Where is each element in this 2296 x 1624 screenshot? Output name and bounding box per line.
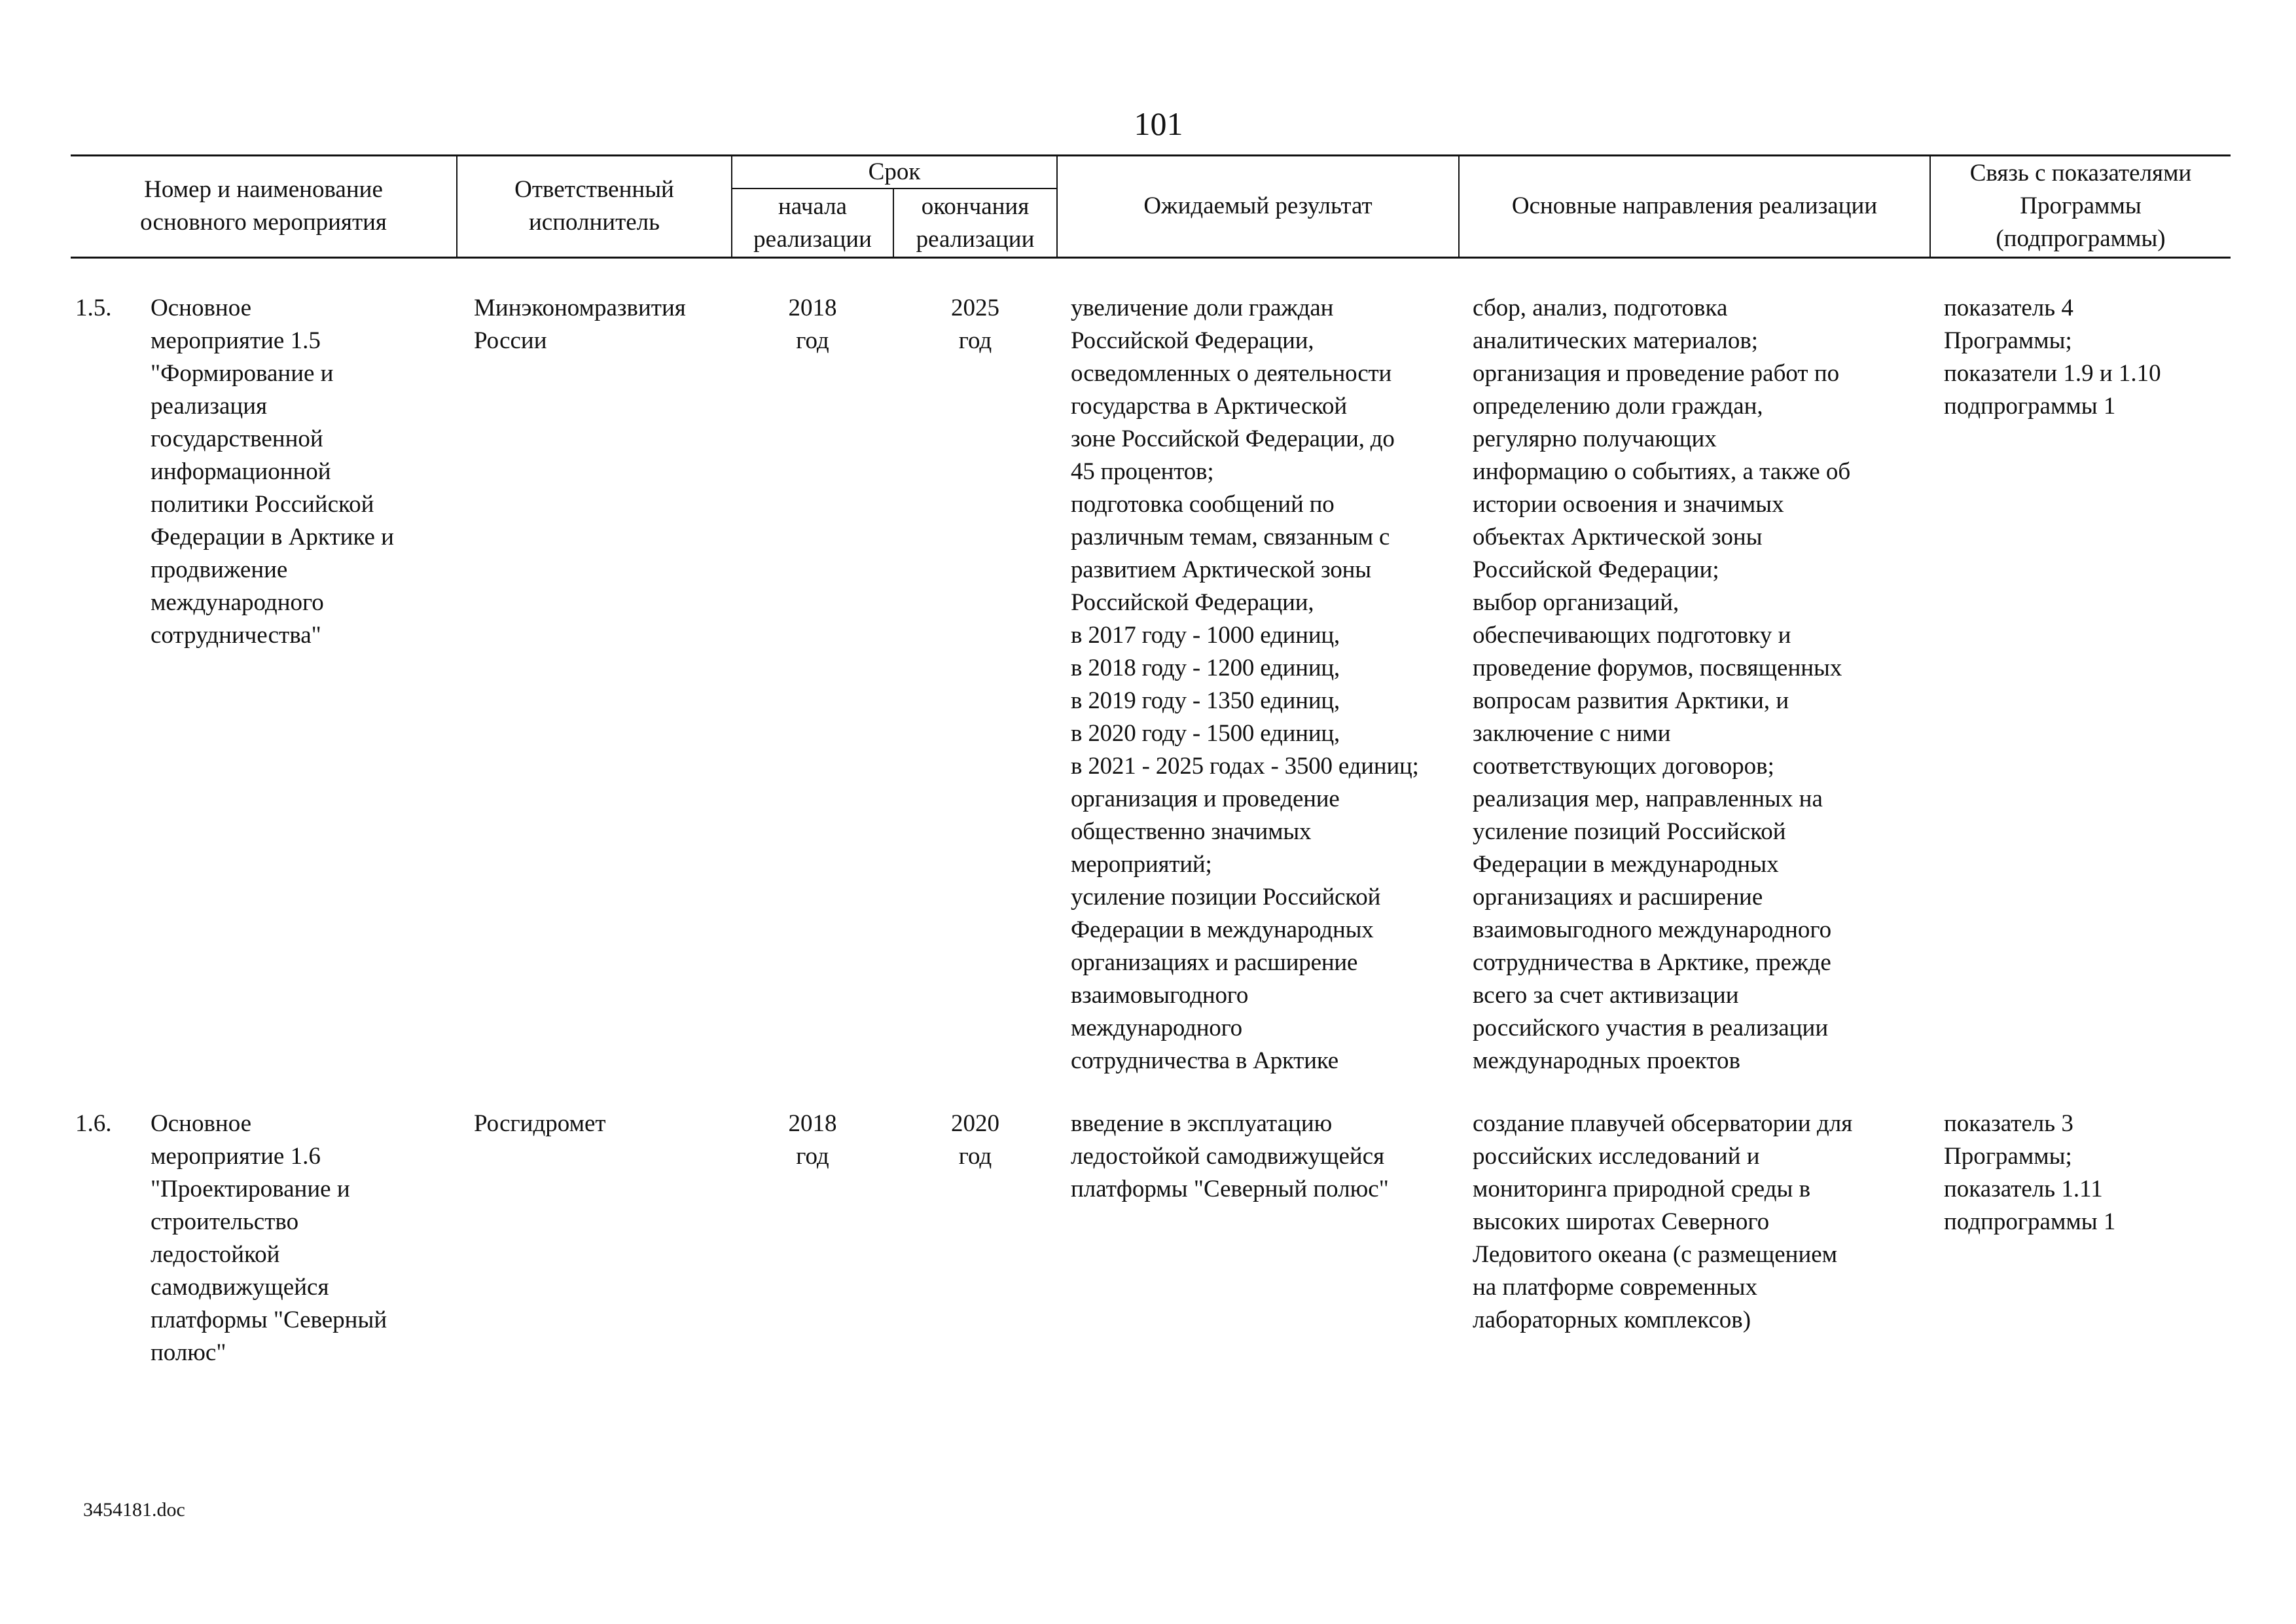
document-id: 3454181.doc xyxy=(83,1499,185,1521)
row-name: Основное мероприятие 1.6 "Проектирование и строительство ледостойкой самодвижущейся платформы "Северный полюс" xyxy=(151,1110,387,1366)
page-number: 101 xyxy=(1134,105,1183,142)
row-result: увеличение доли граждан Российской Федерации, осведомленных о деятельности государства в Арктической зоне Российской Федерации, до 45 процентов; подготовка сообщений по различным темам, связанным с развитием Арктической зоны Российской Федерации, в 2017 году - 1000 единиц, в 2018 году - 1200 единиц, в 2019 году - 1350 единиц, в 2020 году - 1500 единиц, в 2021 - 2025 годах - 3500 единиц; организация и проведение общественно значимых мероприятий; усиление позиции Российской Федерации в международных организациях и расширение взаимовыгодного международного сотрудничества в Арктике xyxy=(1071,295,1419,1074)
header-executor: Ответственный исполнитель xyxy=(514,176,674,236)
row-result: введение в эксплуатацию ледостойкой самодвижущейся платформы "Северный полюс" xyxy=(1071,1110,1389,1202)
row-start: 2018 год xyxy=(788,1110,837,1170)
row-directions: сбор, анализ, подготовка аналитических материалов; организация и проведение работ по определению доли граждан, регулярно получающих информацию о событиях, а также об истории освоения и значимых объектах Арктической зоны Российской Федерации; выбор организаций, обеспечивающих подготовку и проведение форумов, посвященных вопросам развития Арктики, и заключение с ними соответствующих договоров; реализация мер, направленных на усиление позиций Российской Федерации в международных организациях и расширение взаимовыгодного международного сотрудничества в Арктике, прежде всего за счет активизации российского участия в реализации международных проектов xyxy=(1473,295,1851,1074)
header-result: Ожидаемый результат xyxy=(1143,192,1372,219)
row-end: 2020 год xyxy=(951,1110,999,1170)
header-end: окончания реализации xyxy=(916,192,1035,253)
row-number: 1.5. xyxy=(75,295,112,321)
row-name: Основное мероприятие 1.5 "Формирование и реализация государственной информационной политики Российской Федерации в Арктике и продвижение международного сотрудничества" xyxy=(151,295,394,649)
header-number-name: Номер и наименование основного мероприятия xyxy=(140,176,387,236)
row-end: 2025 год xyxy=(951,295,999,354)
row-executor: Минэкономразвития России xyxy=(474,295,686,354)
header-bottom-rule xyxy=(71,257,2231,259)
row-link: показатель 3 Программы; показатель 1.11 подпрограммы 1 xyxy=(1944,1110,2116,1235)
row-directions: создание плавучей обсерватории для российских исследований и мониторинга природной среды в высоких широтах Северного Ледовитого океана (с размещением на платформе современных лабораторных комплексов) xyxy=(1473,1110,1853,1333)
header-start: начала реализации xyxy=(753,192,872,253)
row-executor: Росгидромет xyxy=(474,1110,606,1137)
header-term: Срок xyxy=(868,158,921,185)
row-start: 2018 год xyxy=(788,295,837,354)
row-number: 1.6. xyxy=(75,1110,112,1137)
row-link: показатель 4 Программы; показатели 1.9 и 1.10 подпрограммы 1 xyxy=(1944,295,2161,420)
header-link: Связь с показателями Программы (подпрограммы) xyxy=(1969,160,2192,252)
header-directions: Основные направления реализации xyxy=(1511,192,1878,219)
